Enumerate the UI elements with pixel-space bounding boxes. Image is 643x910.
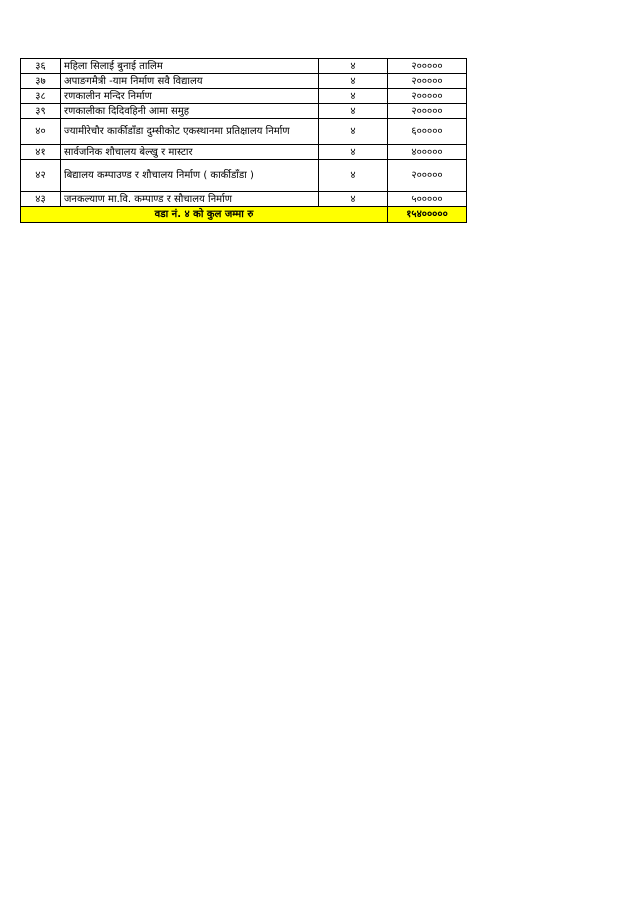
serial-number-cell: ३९ [21, 104, 61, 119]
table-row [21, 160, 467, 192]
total-label-cell: वडा नं. ४ को कुल जम्मा रु [21, 207, 388, 223]
amount-cell: २००००० [388, 104, 467, 119]
table-row [21, 74, 467, 89]
ward-number-cell: ४ [319, 104, 388, 119]
ward-number-cell: ४ [319, 59, 388, 74]
table-row [21, 119, 467, 145]
table-row [21, 145, 467, 160]
project-name-cell: रणकालीन मन्दिर निर्माण [61, 89, 319, 104]
serial-number-cell: ३८ [21, 89, 61, 104]
ward-number-cell: ४ [319, 74, 388, 89]
ward-number-cell: ४ [319, 89, 388, 104]
amount-cell: ४००००० [388, 145, 467, 160]
budget-sheet [20, 58, 466, 223]
ward-number-cell: ४ [319, 119, 388, 145]
table-row [21, 104, 467, 119]
project-name-cell: जनकल्याण मा.वि. कम्पाण्ड र सौचालय निर्माण [61, 192, 319, 207]
amount-cell: ६००००० [388, 119, 467, 145]
total-amount-cell: १५४००००० [388, 207, 467, 223]
serial-number-cell: ४१ [21, 145, 61, 160]
serial-number-cell: ३७ [21, 74, 61, 89]
project-name-cell: अपाङगमैत्री -याम निर्माण सवै विद्यालय [61, 74, 319, 89]
ward-number-cell: ४ [319, 145, 388, 160]
project-name-cell: ज्यामीरेचौर कार्कीडाँडा दुम्सीकोट एकस्थानमा प्रतिक्षालय निर्माण [61, 119, 319, 145]
budget-table [20, 58, 467, 223]
project-name-cell: बिद्यालय कम्पाउण्ड र शौचालय निर्माण ( कार्कीडाँडा ) [61, 160, 319, 192]
amount-cell: २००००० [388, 160, 467, 192]
project-name-cell: सार्वजनिक शौचालय बेल्खु र मास्टार [61, 145, 319, 160]
project-name-cell: महिला सिलाई बुनाई तालिम [61, 59, 319, 74]
table-row [21, 89, 467, 104]
project-name-cell: रणकालीका दिदिवहिनी आमा समुह [61, 104, 319, 119]
serial-number-cell: ४३ [21, 192, 61, 207]
amount-cell: २००००० [388, 89, 467, 104]
ward-number-cell: ४ [319, 160, 388, 192]
table-row [21, 59, 467, 74]
ward-number-cell: ४ [319, 192, 388, 207]
amount-cell: ५००००० [388, 192, 467, 207]
serial-number-cell: ४० [21, 119, 61, 145]
total-row [21, 207, 467, 223]
amount-cell: २००००० [388, 74, 467, 89]
serial-number-cell: ३६ [21, 59, 61, 74]
serial-number-cell: ४२ [21, 160, 61, 192]
table-row [21, 192, 467, 207]
amount-cell: २००००० [388, 59, 467, 74]
